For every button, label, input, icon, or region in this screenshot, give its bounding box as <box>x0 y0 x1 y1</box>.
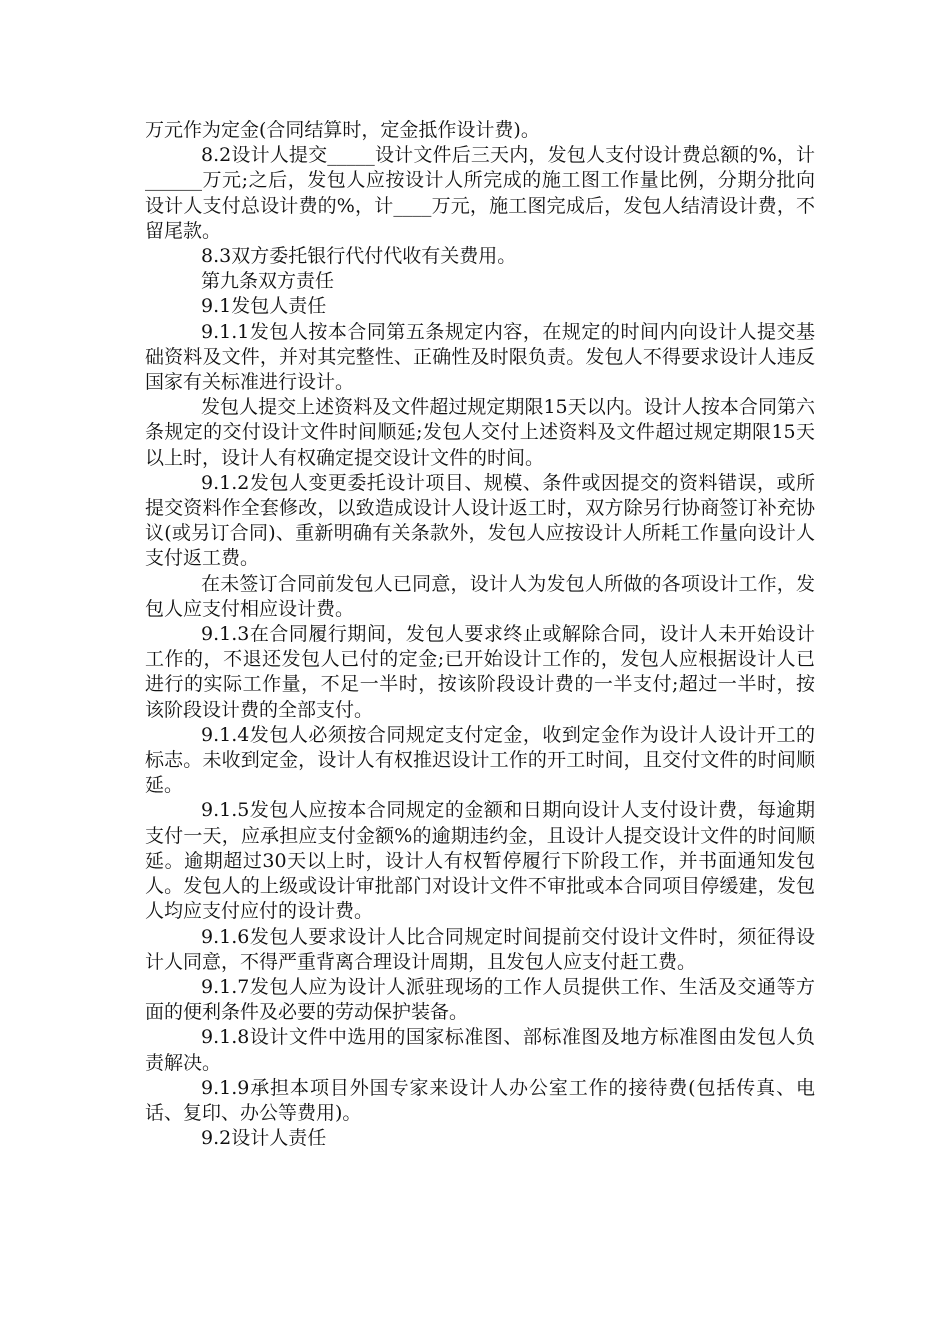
paragraph-9-1-1-cont: 发包人提交上述资料及文件超过规定期限15天以内。设计人按本合同第六条规定的交付设计文件时间顺延;发包人交付上述资料及文件超过规定期限15天以上时，设计人有权确定提交设计文件的时间。 <box>145 396 815 469</box>
paragraph-9-1-8: 9.1.8设计文件中选用的国家标准图、部标准图及地方标准图由发包人负责解决。 <box>145 1026 815 1074</box>
paragraph-9-1-3: 9.1.3在合同履行期间，发包人要求终止或解除合同，设计人未开始设计工作的，不退还发包人已付的定金;已开始设计工作的，发包人应根据设计人已进行的实际工作量，不足一半时，按该阶段设计费的一半支付;超过一半时，按该阶段设计费的全部支付。 <box>145 623 815 721</box>
heading-article-9: 第九条双方责任 <box>201 270 335 293</box>
heading-9-2: 9.2设计人责任 <box>201 1127 327 1150</box>
paragraph-8-3: 8.3双方委托银行代付代收有关费用。 <box>201 245 517 268</box>
paragraph-9-1-2-cont: 在未签订合同前发包人已同意，设计人为发包人所做的各项设计工作，发包人应支付相应设计费。 <box>145 572 815 620</box>
heading-9-1: 9.1发包人责任 <box>201 295 327 318</box>
document-body <box>145 118 815 1151</box>
paragraph-deposit: 万元作为定金(合同结算时，定金抵作设计费)。 <box>145 119 540 141</box>
paragraph-9-1-7: 9.1.7发包人应为设计人派驻现场的工作人员提供工作、生活及交通等方面的便利条件及必要的劳动保护装备。 <box>145 975 815 1024</box>
paragraph-9-1-4: 9.1.4发包人必须按合同规定支付定金，收到定金作为设计人设计开工的标志。未收到定金，设计人有权推迟设计工作的开工时间，且交付文件的时间顺延。 <box>145 723 815 797</box>
paragraph-9-1-6: 9.1.6发包人要求设计人比合同规定时间提前交付设计文件时，须征得设计人同意，不得严重背离合理设计周期，且发包人应支付赶工费。 <box>145 925 815 973</box>
paragraph-9-1-5: 9.1.5发包人应按本合同规定的金额和日期向设计人支付设计费，每逾期支付一天，应承担应支付金额%的逾期违约金，且设计人提交设计文件的时间顺延。逾期超过30天以上时，设计人有权暂停履行下阶段工作，并书面通知发包人。发包人的上级或设计审批部门对设计文件不审批或本合同项目停缓建，发包人均应支付应付的设计费。 <box>145 799 815 923</box>
paragraph-9-1-9: 9.1.9承担本项目外国专家来设计人办公室工作的接待费(包括传真、电话、复印、办公等费用)。 <box>145 1076 815 1124</box>
paragraph-9-1-1: 9.1.1发包人按本合同第五条规定内容，在规定的时间内向设计人提交基础资料及文件，并对其完整性、正确性及时限负责。发包人不得要求设计人违反国家有关标准进行设计。 <box>145 320 815 394</box>
paragraph-8-2: 8.2设计人提交_____设计文件后三天内，发包人支付设计费总额的%，计______万元;之后，发包人应按设计人所完成的施工图工作量比例，分期分批向设计人支付总设计费的%，计____万元，施工图完成后，发包人结清设计费，不留尾款。 <box>145 144 815 242</box>
paragraph-9-1-2: 9.1.2发包人变更委托设计项目、规模、条件或因提交的资料错误，或所提交资料作全套修改，以致造成设计人设计返工时，双方除另行协商签订补充协议(或另订合同)、重新明确有关条款外，发包人应按设计人所耗工作量向设计人支付返工费。 <box>145 471 815 570</box>
